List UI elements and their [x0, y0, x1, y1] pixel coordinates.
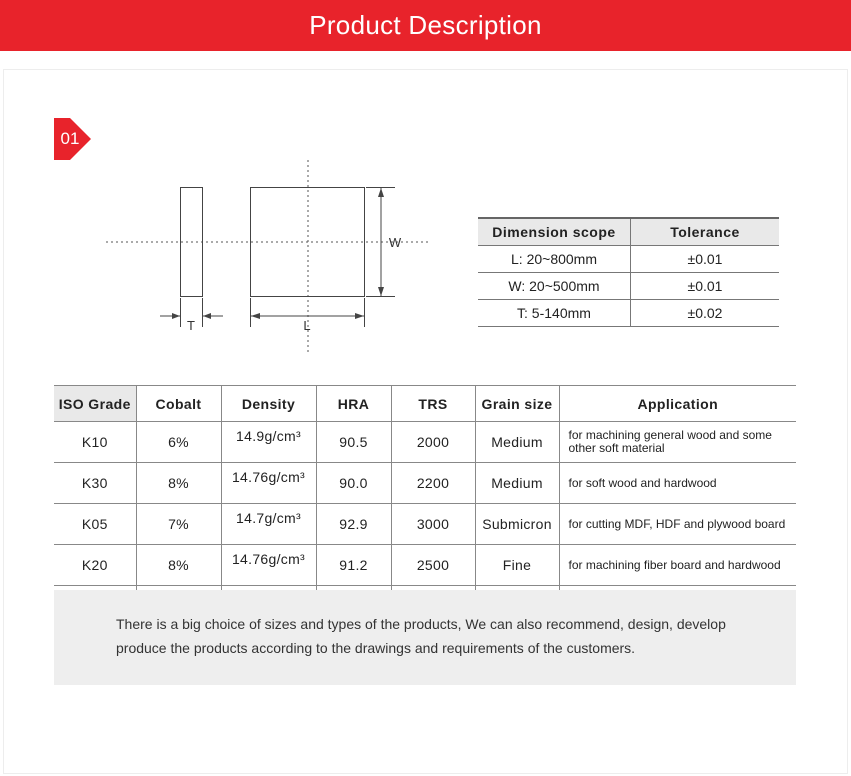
table-cell: K20: [54, 545, 136, 586]
table-cell: Submicron: [475, 504, 559, 545]
table-row: [54, 504, 796, 545]
table-cell: 91.2: [316, 545, 391, 586]
table-row: [54, 463, 796, 504]
table-cell: 14.76g/cm³: [221, 545, 316, 586]
table-cell: K30: [54, 463, 136, 504]
table-cell: 14.7g/cm³: [221, 504, 316, 545]
table-cell: K05: [54, 504, 136, 545]
table-cell: for soft wood and hardwood: [559, 463, 796, 504]
table-cell: Fine: [475, 545, 559, 586]
table-cell: ±0.01: [631, 246, 780, 273]
table-cell: 2000: [391, 422, 475, 463]
table-row: [54, 545, 796, 586]
info-note: [54, 590, 796, 685]
column-header: Dimension scope: [478, 218, 631, 246]
section-number: 01: [60, 129, 80, 148]
dimension-tolerance-table: [478, 217, 779, 327]
table-cell: 8%: [136, 463, 221, 504]
table-cell: 90.5: [316, 422, 391, 463]
table-cell: L: 20~800mm: [478, 246, 631, 273]
table-header-row: [478, 218, 779, 246]
table-cell: 14.76g/cm³: [221, 463, 316, 504]
blank-dimension-drawing: [100, 155, 440, 355]
table-cell: 7%: [136, 504, 221, 545]
column-header: ISO Grade: [54, 386, 136, 422]
column-header: HRA: [316, 386, 391, 422]
column-header: TRS: [391, 386, 475, 422]
column-header: Density: [221, 386, 316, 422]
column-header: Cobalt: [136, 386, 221, 422]
table-cell: W: 20~500mm: [478, 273, 631, 300]
table-cell: 90.0: [316, 463, 391, 504]
table-header-row: [54, 386, 796, 422]
table-cell: for machining fiber board and hardwood: [559, 545, 796, 586]
table-cell: ±0.01: [631, 273, 780, 300]
width-label: W: [388, 235, 402, 250]
table-cell: 2500: [391, 545, 475, 586]
table-cell: Medium: [475, 422, 559, 463]
column-header: Application: [559, 386, 796, 422]
page-title: Product Description: [309, 10, 542, 40]
table-cell: for cutting MDF, HDF and plywood board: [559, 504, 796, 545]
table-cell: 6%: [136, 422, 221, 463]
thickness-label: T: [187, 318, 195, 333]
table-cell: 3000: [391, 504, 475, 545]
table-cell: ±0.02: [631, 300, 780, 327]
table-cell: T: 5-140mm: [478, 300, 631, 327]
table-cell: Medium: [475, 463, 559, 504]
table-cell: 14.9g/cm³: [221, 422, 316, 463]
info-note-text: There is a big choice of sizes and types of the products, We can also recommend, design, develop produce the products according to the drawings and requirements of the customers.: [116, 616, 726, 656]
table-row: [54, 422, 796, 463]
table-row: [478, 300, 779, 327]
page-header: [0, 0, 851, 51]
column-header: Grain size: [475, 386, 559, 422]
length-label: L: [303, 318, 311, 333]
section-number-badge: [54, 118, 92, 160]
table-row: [478, 273, 779, 300]
table-cell: 2200: [391, 463, 475, 504]
table-row: [478, 246, 779, 273]
table-cell: for machining general wood and some other soft material: [559, 422, 796, 463]
table-cell: K10: [54, 422, 136, 463]
column-header: Tolerance: [631, 218, 780, 246]
table-cell: 92.9: [316, 504, 391, 545]
table-cell: 8%: [136, 545, 221, 586]
